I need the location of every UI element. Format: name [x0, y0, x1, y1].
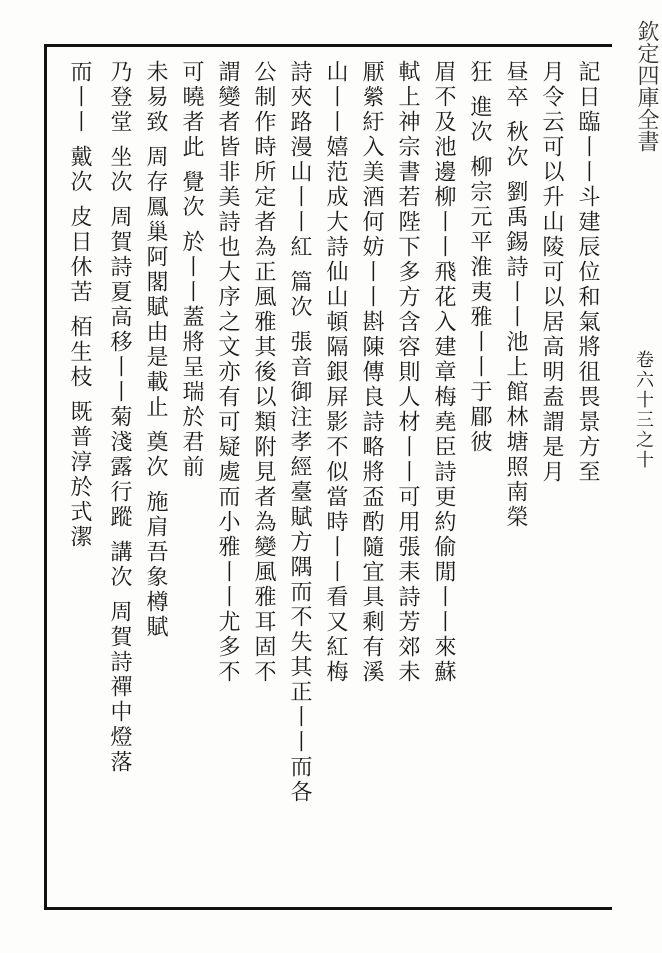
text-column: 山丨丨嬉范成大詩仙山頓隔銀屏影不似當時丨丨看又紅梅 — [323, 60, 348, 685]
text-column: 可曉者此 覺次 於丨丨蓋將呈瑞於君前 — [179, 60, 204, 480]
text-column: 軾上神宗書若陛下多方含容則人材丨丨可用張耒詩芳郊未 — [395, 60, 420, 685]
text-column: 未易致 周存鳳巢阿閣賦由是載止 奠次 施肩吾象樽賦 — [143, 60, 168, 640]
text-column: 記日臨丨丨斗建辰位和氣將徂畏景方至 — [575, 60, 600, 485]
text-column: 謂變者皆非美詩也大序之文亦有可疑處而小雅丨丨尤多不 — [215, 60, 240, 685]
text-column: 眉不及池邊柳丨丨飛花入建章梅堯臣詩更約偷閒丨丨來蘇 — [431, 60, 456, 685]
margin-label: 卷六十三之十 — [633, 350, 654, 470]
text-column: 而丨丨 戴次 皮日休苦 栢生枝 既普淳於式潔 — [67, 60, 92, 550]
text-column: 厭縈紆入美酒何妨丨丨斟陳傳良詩略將盃酌隨宜具剩有溪 — [359, 60, 384, 685]
text-column: 月令云可以升山陵可以居高明盍謂是月 — [539, 60, 564, 485]
text-column: 昼卒 秋次 劉禹錫詩丨丨池上館林塘照南榮 — [503, 60, 528, 530]
text-column: 狂 進次 柳宗元平淮夷雅丨丨于郿彼 — [467, 60, 492, 455]
text-column: 公制作時所定者為正風雅其後以類附見者為變風雅耳固不 — [251, 60, 276, 685]
text-column: 乃登堂 坐次 周賀詩夏高移丨丨菊淺露行蹤 講次 周賀詩禪中燈落 — [107, 60, 132, 775]
text-column: 詩夾路漫山丨丨紅 篇次 張音御注孝經臺賦方隅而不失其正丨丨而各 — [287, 60, 312, 805]
edge-title: 欽定四庫全書 — [634, 20, 659, 152]
